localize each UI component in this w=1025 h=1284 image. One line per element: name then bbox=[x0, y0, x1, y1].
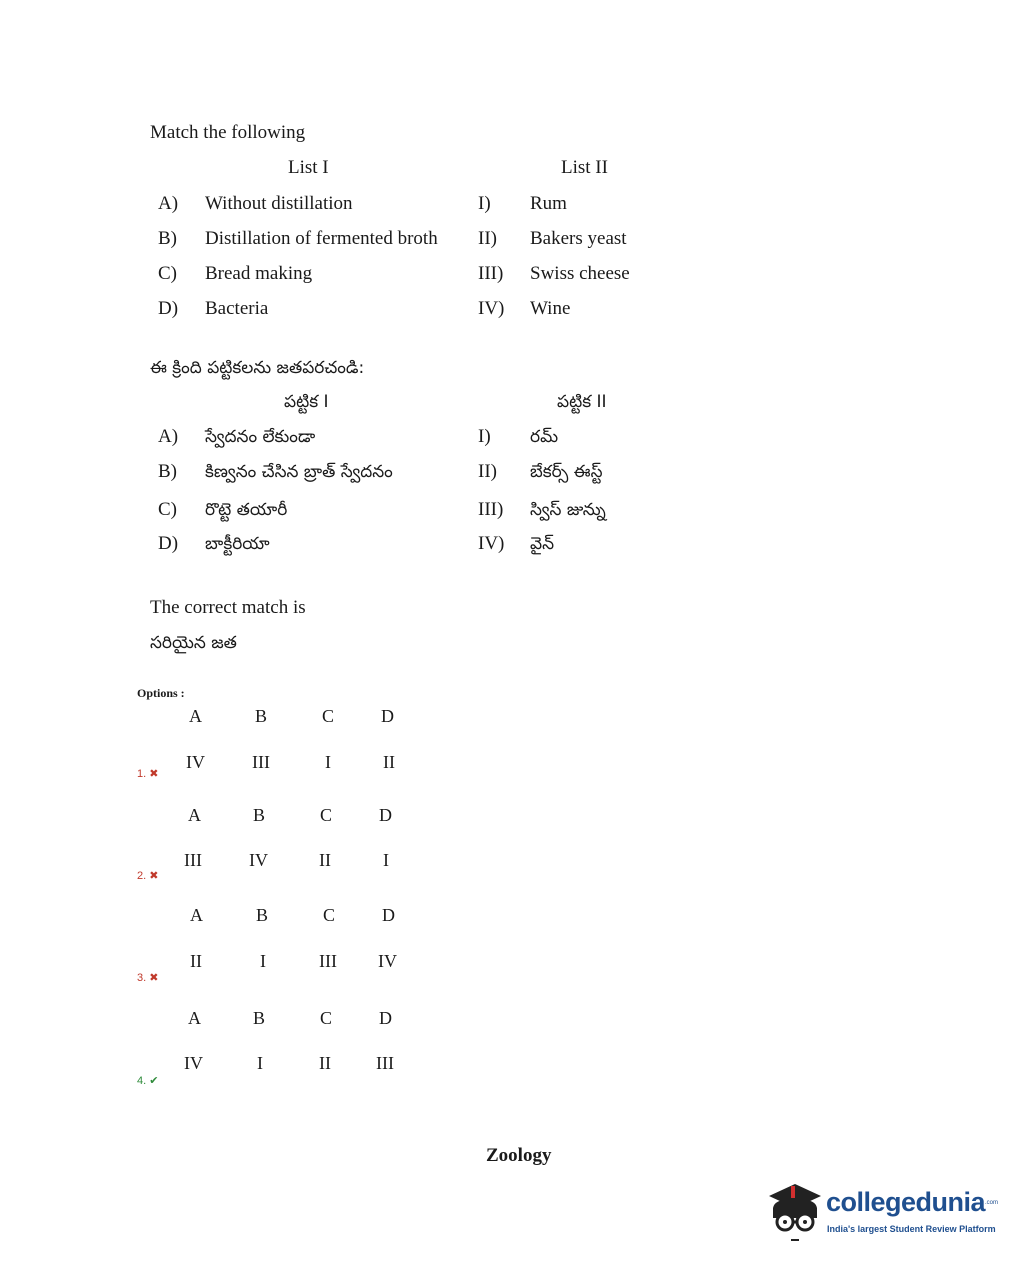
row-key: III) bbox=[478, 263, 504, 284]
wrong-icon: ✖ bbox=[149, 972, 159, 984]
logo-name: collegedunia bbox=[826, 1187, 986, 1217]
option-header-c: C bbox=[323, 905, 336, 925]
row-item: బాక్టీరియా bbox=[205, 534, 270, 554]
row-item: Bakers yeast bbox=[530, 228, 627, 249]
option-header-b: B bbox=[255, 706, 268, 726]
wrong-icon: ✖ bbox=[149, 768, 159, 780]
option-value: II bbox=[319, 1053, 331, 1073]
option-value: IV bbox=[249, 850, 268, 870]
row-key: D) bbox=[158, 298, 179, 319]
row-key: II) bbox=[478, 461, 497, 482]
option-number bbox=[137, 767, 158, 780]
logo-suffix: .com bbox=[985, 1200, 999, 1206]
row-key: IV) bbox=[478, 533, 505, 554]
row-key: IV) bbox=[478, 298, 505, 319]
option-header-d: D bbox=[381, 706, 394, 726]
option-value: III bbox=[319, 951, 337, 971]
option-header-a: A bbox=[190, 905, 203, 925]
logo-tagline: India's largest Student Review Platform bbox=[827, 1224, 996, 1234]
row-item: Bread making bbox=[205, 263, 313, 284]
telugu-list2-header: పట్టిక II bbox=[557, 392, 607, 412]
option-header-d: D bbox=[382, 905, 395, 925]
row-key: A) bbox=[158, 193, 179, 214]
row-key: B) bbox=[158, 461, 177, 482]
answer-prompt-telugu: సరియైన జత bbox=[150, 633, 237, 653]
option-value: IV bbox=[378, 951, 397, 971]
row-item: Bacteria bbox=[205, 298, 269, 319]
telugu-heading: ఈ క్రింది పట్టికలను జతపరచండి: bbox=[150, 358, 365, 378]
option-header-a: A bbox=[188, 805, 201, 825]
option-header-b: B bbox=[253, 805, 266, 825]
row-item: రమ్ bbox=[530, 427, 559, 447]
row-key: I) bbox=[478, 426, 491, 447]
row-item: రొట్టె తయారీ bbox=[205, 500, 288, 520]
row-item: వైన్ bbox=[530, 534, 555, 554]
row-key: C) bbox=[158, 263, 177, 284]
option-number bbox=[137, 1074, 158, 1087]
option-value: IV bbox=[186, 752, 205, 772]
wrong-icon: ✖ bbox=[149, 870, 159, 882]
collegedunia-logo[interactable] bbox=[765, 1176, 997, 1248]
row-key: C) bbox=[158, 499, 177, 520]
row-key: I) bbox=[478, 193, 491, 214]
option-value: I bbox=[383, 850, 389, 870]
list1-header: List I bbox=[288, 157, 329, 178]
row-item: Wine bbox=[530, 298, 571, 319]
footer-subject: Zoology bbox=[486, 1145, 552, 1166]
student-mascot-icon bbox=[765, 1178, 825, 1248]
row-key: B) bbox=[158, 228, 177, 249]
option-value: I bbox=[260, 951, 266, 971]
option-number-text: 4. bbox=[137, 1075, 147, 1087]
option-value: I bbox=[257, 1053, 263, 1073]
row-key: D) bbox=[158, 533, 179, 554]
option-number-text: 3. bbox=[137, 972, 147, 984]
row-item: Without distillation bbox=[205, 193, 353, 214]
option-header-b: B bbox=[256, 905, 269, 925]
option-number bbox=[137, 971, 158, 984]
option-number-text: 1. bbox=[137, 768, 147, 780]
row-item: స్వేదనం లేకుండా bbox=[205, 427, 316, 447]
option-header-a: A bbox=[188, 1008, 201, 1028]
option-number-text: 2. bbox=[137, 870, 147, 882]
option-header-c: C bbox=[322, 706, 335, 726]
option-value: I bbox=[325, 752, 331, 772]
answer-prompt: The correct match is bbox=[150, 597, 306, 618]
option-value: III bbox=[252, 752, 270, 772]
option-value: III bbox=[184, 850, 202, 870]
option-header-a: A bbox=[189, 706, 202, 726]
telugu-list1-header: పట్టిక I bbox=[284, 392, 329, 412]
row-item: కిణ్వనం చేసిన బ్రాత్ స్వేదనం bbox=[205, 462, 393, 482]
options-label: Options : bbox=[137, 686, 185, 700]
row-item: Distillation of fermented broth bbox=[205, 228, 438, 249]
row-item: Swiss cheese bbox=[530, 263, 630, 284]
option-header-c: C bbox=[320, 805, 333, 825]
option-value: IV bbox=[184, 1053, 203, 1073]
row-key: II) bbox=[478, 228, 497, 249]
option-header-d: D bbox=[379, 1008, 392, 1028]
check-icon: ✔ bbox=[149, 1075, 159, 1087]
option-value: II bbox=[319, 850, 331, 870]
option-number bbox=[137, 869, 158, 882]
row-item: బేకర్స్ ఈస్ట్ bbox=[530, 462, 603, 482]
option-header-d: D bbox=[379, 805, 392, 825]
row-key: A) bbox=[158, 426, 179, 447]
row-key: III) bbox=[478, 499, 504, 520]
option-value: II bbox=[383, 752, 395, 772]
option-header-b: B bbox=[253, 1008, 266, 1028]
list2-header: List II bbox=[561, 157, 608, 178]
option-header-c: C bbox=[320, 1008, 333, 1028]
option-value: II bbox=[190, 951, 202, 971]
question-heading: Match the following bbox=[150, 122, 306, 143]
option-value: III bbox=[376, 1053, 394, 1073]
row-item: స్విస్ జున్ను bbox=[530, 500, 606, 520]
row-item: Rum bbox=[530, 193, 567, 214]
